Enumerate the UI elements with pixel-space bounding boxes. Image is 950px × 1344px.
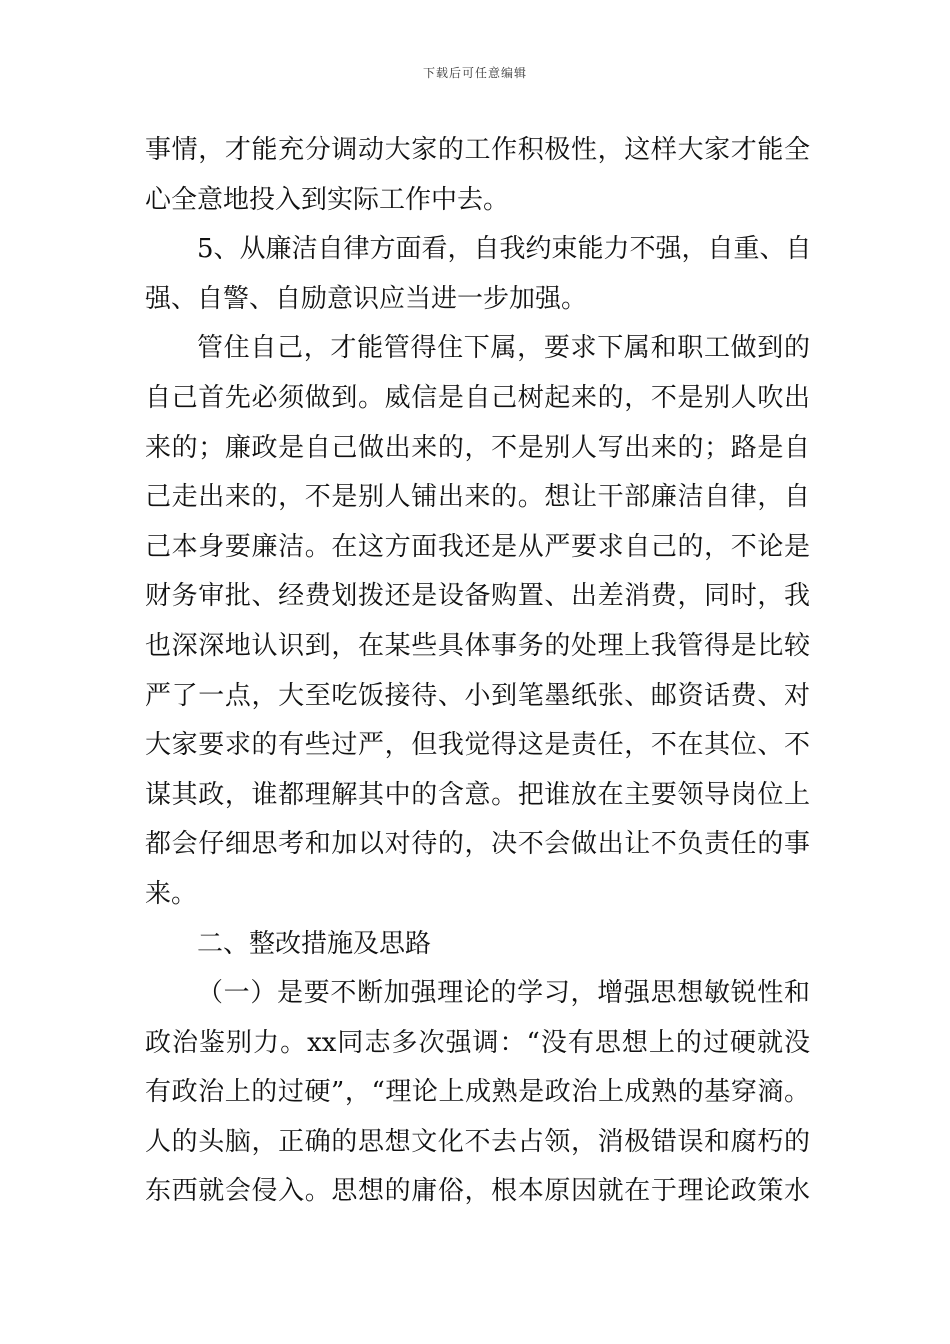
- text-line: 管住自己，才能管得住下属，要求下属和职工做到的: [197, 333, 810, 364]
- text-line: 都会仔细思考和加以对待的，决不会做出让不负责任的事: [145, 829, 810, 860]
- text-line: 谋其政，谁都理解其中的含意。把谁放在主要领导岗位上: [145, 779, 810, 810]
- text-line: 自己首先必须做到。威信是自己树起来的，不是别人吹出: [145, 382, 810, 413]
- text-line: 财务审批、经费划拨还是设备购置、出差消费，同时，我: [145, 581, 810, 612]
- text-line: 己走出来的，不是别人铺出来的。想让干部廉洁自律，自: [145, 482, 810, 513]
- text-line: 东西就会侵入。思想的庸俗，根本原因就在于理论政策水: [145, 1176, 810, 1207]
- text-line: 严了一点，大至吃饭接待、小到笔墨纸张、邮资话费、对: [145, 680, 810, 711]
- text-line: （一）是要不断加强理论的学习，增强思想敏锐性和: [197, 978, 810, 1009]
- text-line: 事情，才能充分调动大家的工作积极性，这样大家才能全: [145, 135, 810, 165]
- text-line: 己本身要廉洁。在这方面我还是从严要求自己的，不论是: [145, 531, 810, 562]
- text-line: 二、整改措施及思路: [197, 928, 432, 959]
- text-line: 有政治上的过硬”，“理论上成熟是政治上成熟的基穿滳。: [145, 1077, 810, 1108]
- text-line: 政治鉴别力。xx同志多次强调：“没有思想上的过硬就没: [145, 1027, 810, 1058]
- text-line: 来的；廉政是自己做出来的，不是别人写出来的；路是自: [145, 432, 810, 463]
- text-line: 也深深地认识到，在某些具体事务的处理上我管得是比较: [145, 630, 810, 661]
- page-header: 下载后可任意编辑: [422, 66, 527, 80]
- text-line: 强、自警、自励意识应当进一步加强。: [145, 283, 588, 314]
- document-body: [145, 126, 810, 1217]
- text-line: 来。: [145, 878, 198, 909]
- text-line: 人的头脑，正确的思想文化不去占领，消极错误和腐朽的: [145, 1126, 810, 1157]
- text-line: 5、从廉洁自律方面看，自我约束能力不强，自重、自: [197, 234, 812, 265]
- text-line: 心全意地投入到实际工作中去。: [145, 184, 510, 215]
- text-line: 大家要求的有些过严，但我觉得这是责任，不在其位、不: [145, 730, 810, 761]
